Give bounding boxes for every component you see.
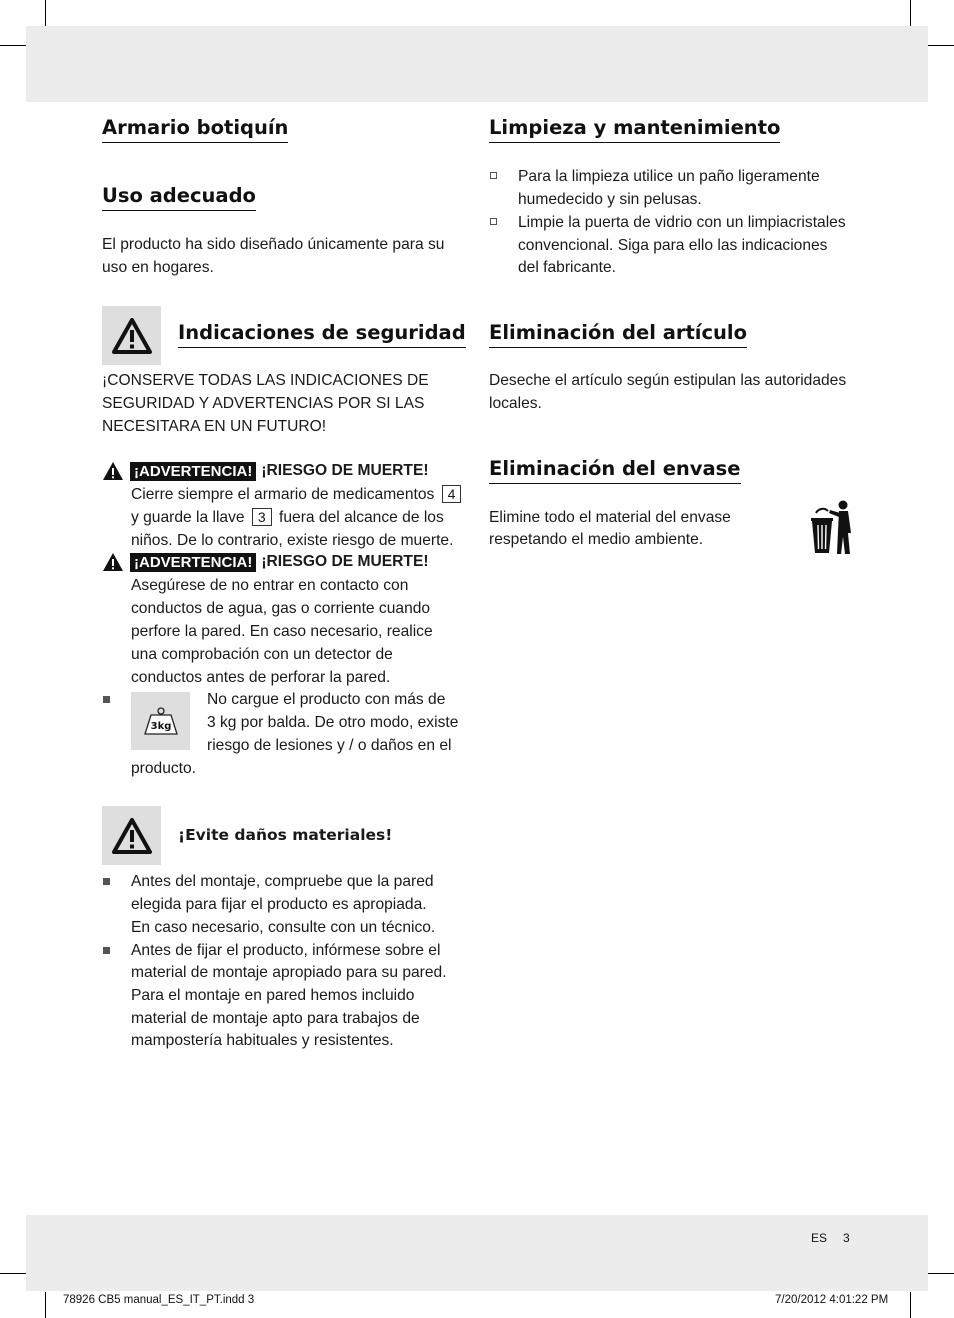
heading-uso-adecuado: Uso adecuado (102, 184, 256, 211)
language-code: ES (811, 1231, 828, 1245)
ref-number: 4 (442, 485, 462, 503)
danos-line: material de montaje apto para trabajos de (131, 1010, 420, 1027)
articulo-line: locales. (489, 395, 542, 412)
warning-2-line: Asegúrese de no entrar en contacto con (131, 577, 409, 594)
bullet-icon (490, 218, 497, 225)
warning-triangle-icon (102, 306, 161, 365)
envase-line: Elimine todo el material del envase (489, 509, 731, 526)
load-line: producto. (131, 760, 197, 777)
crop-mark (45, 1292, 46, 1318)
crop-mark (928, 45, 954, 46)
bullet-icon (103, 696, 110, 703)
limpieza-line: Limpie la puerta de vidrio con un limpiacristales (518, 214, 846, 231)
crop-mark (910, 1292, 911, 1318)
danos-line: Antes de fijar el producto, infórmese sobre el (131, 942, 441, 959)
small-warning-icon (102, 461, 124, 481)
load-line: riesgo de lesiones y / o daños en el (207, 737, 452, 754)
crop-mark (0, 45, 26, 46)
danos-line: Antes del montaje, compruebe que la pared (131, 873, 434, 890)
recycle-bin-person-icon (810, 499, 854, 555)
warning-2-line: conductos antes de perforar la pared. (131, 669, 391, 686)
small-warning-icon (102, 552, 124, 572)
danos-line: material de montaje apropiado para su pared. (131, 964, 447, 981)
riesgo-label: ¡RIESGO DE MUERTE! (261, 462, 429, 479)
crop-mark (910, 0, 911, 26)
heading-eliminacion-envase: Eliminación del envase (489, 457, 741, 484)
articulo-line: Deseche el artículo según estipulan las autoridades (489, 372, 847, 389)
crop-mark (45, 0, 46, 26)
riesgo-label: ¡RIESGO DE MUERTE! (261, 553, 429, 570)
page-number: 3 (843, 1231, 850, 1245)
crop-mark (928, 1273, 954, 1274)
heading-eliminacion-articulo: Eliminación del artículo (489, 321, 747, 348)
ref-number: 3 (252, 508, 272, 526)
limpieza-line: Para la limpieza utilice un paño ligeramente (518, 168, 820, 185)
warning-2-line: perfore la pared. En caso necesario, realice (131, 623, 433, 640)
safety-intro-line: NECESITARA EN UN FUTURO! (102, 418, 327, 435)
warning-1-header (102, 460, 429, 482)
heading-indicaciones-seguridad: Indicaciones de seguridad (178, 321, 466, 348)
file-timestamp: 7/20/2012 4:01:22 PM (775, 1294, 889, 1306)
warning-triangle-icon (102, 806, 161, 865)
envase-line: respetando el medio ambiente. (489, 531, 704, 548)
heading-armario-botiquin: Armario botiquín (102, 116, 288, 143)
weight-3kg-icon (131, 692, 190, 750)
heading-evite-danos: ¡Evite daños materiales! (178, 826, 393, 844)
warning-2-header (102, 551, 429, 573)
danos-line: mampostería habituales y resistentes. (131, 1032, 394, 1049)
limpieza-line: convencional. Siga para ello las indicaciones (518, 237, 828, 254)
danos-line: Para el montaje en pared hemos incluido (131, 987, 415, 1004)
advertencia-badge: ¡ADVERTENCIA! (130, 462, 256, 481)
limpieza-line: del fabricante. (518, 259, 616, 276)
safety-intro-line: ¡CONSERVE TODAS LAS INDICACIONES DE (102, 372, 429, 389)
warning-1-line: Cierre siempre el armario de medicamentos 4 (131, 483, 464, 506)
safety-intro-line: SEGURIDAD Y ADVERTENCIAS POR SI LAS (102, 395, 425, 412)
warning-2-line: conductos de agua, gas o corriente cuando (131, 600, 431, 617)
danos-line: elegida para fijar el producto es apropiada. (131, 896, 427, 913)
warning-1-line: niños. De lo contrario, existe riesgo de muerte. (131, 532, 454, 549)
uso-text-line: uso en hogares. (102, 259, 214, 276)
danos-line: En caso necesario, consulte con un técnico. (131, 919, 436, 936)
warning-2-line: una comprobación con un detector de (131, 646, 393, 663)
bullet-icon (103, 878, 110, 885)
warning-1-line: y guarde la llave 3 fuera del alcance de los (131, 509, 444, 526)
bullet-icon (490, 172, 497, 179)
limpieza-line: humedecido y sin pelusas. (518, 191, 702, 208)
load-line: 3 kg por balda. De otro modo, existe (207, 714, 459, 731)
heading-limpieza: Limpieza y mantenimiento (489, 116, 780, 143)
load-line: No cargue el producto con más de (207, 691, 446, 708)
svg-text:3kg: 3kg (150, 721, 171, 732)
bullet-icon (103, 947, 110, 954)
uso-text-line: El producto ha sido diseñado únicamente para su (102, 236, 445, 253)
crop-mark (0, 1273, 26, 1274)
advertencia-badge: ¡ADVERTENCIA! (130, 553, 256, 572)
footer-band (26, 1215, 928, 1291)
file-name: 78926 CB5 manual_ES_IT_PT.indd 3 (63, 1294, 255, 1306)
header-band (26, 26, 928, 102)
